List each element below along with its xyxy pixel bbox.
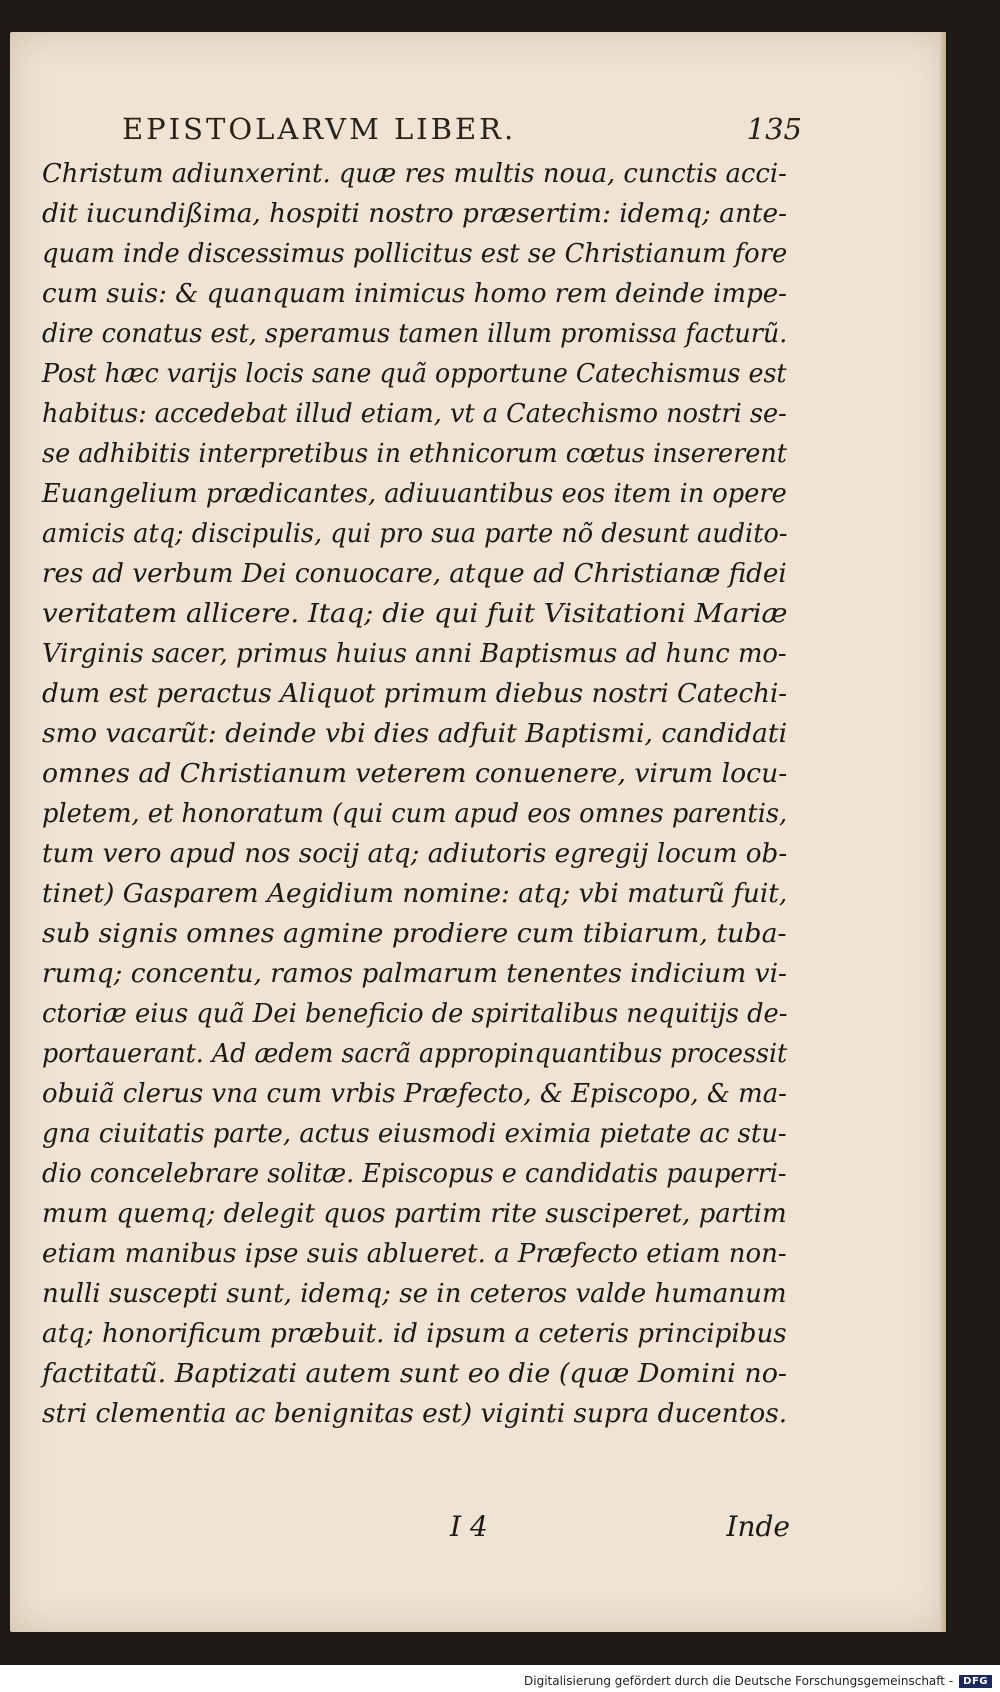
text-line: pletem, et honoratum (qui cum apud eos omnes parentis, xyxy=(42,799,788,829)
digitization-footer xyxy=(524,1674,992,1688)
dfg-logo-icon: DFG xyxy=(959,1675,992,1688)
text-line: smo vacarũt: deinde vbi dies adfuit Baptismi, candidati xyxy=(42,719,788,749)
text-line: veritatem allicere. Itaq; die qui fuit Visitationi Mariæ xyxy=(42,599,788,629)
text-line: etiam manibus ipse suis ablueret. a Præfecto etiam non- xyxy=(42,1239,787,1269)
text-line: dit iucundißima, hospiti nostro præsertim: idemq; ante- xyxy=(42,199,788,229)
text-line: tinet) Gasparem Aegidium nomine: atq; vbi maturũ fuit, xyxy=(42,879,788,909)
text-line: dum est peractus Aliquot primum diebus nostri Catechi- xyxy=(42,679,788,709)
body-text xyxy=(42,154,787,1434)
running-head xyxy=(122,112,802,146)
text-line: nulli suscepti sunt, idemq; se in ceteros valde humanum xyxy=(42,1279,787,1309)
catchword: Inde xyxy=(726,1510,790,1543)
page-edge xyxy=(940,32,946,1632)
text-line: mum quemq; delegit quos partim rite susciperet, partim xyxy=(42,1199,787,1229)
footer-credit: Digitalisierung gefördert durch die Deutsche Forschungsgemeinschaft - xyxy=(524,1674,954,1688)
text-line: amicis atq; discipulis, qui pro sua parte nõ desunt audito- xyxy=(42,519,788,549)
text-line: gna ciuitatis parte, actus eiusmodi eximia pietate ac stu- xyxy=(42,1119,787,1149)
text-line: sub signis omnes agmine prodiere cum tibiarum, tuba- xyxy=(42,919,787,949)
signature-mark: I 4 xyxy=(450,1510,488,1543)
running-head-title: EPISTOLARVM LIBER. xyxy=(122,112,517,146)
text-line: cum suis: & quanquam inimicus homo rem deinde impe- xyxy=(42,279,787,309)
text-line: omnes ad Christianum veterem conuenere, virum locu- xyxy=(42,759,788,789)
text-line: atq; honorificum præbuit. id ipsum a ceteris principibus xyxy=(42,1319,787,1349)
text-line: Euangelium prædicantes, adiuuantibus eos item in opere xyxy=(42,479,787,509)
text-line: Post hæc varijs locis sane quã opportune Catechismus est xyxy=(42,359,787,389)
page-number: 135 xyxy=(746,112,802,146)
text-line: Virginis sacer, primus huius anni Baptismus ad hunc mo- xyxy=(42,639,787,669)
text-line: res ad verbum Dei conuocare, atque ad Christianæ fidei xyxy=(42,559,787,589)
text-line: quam inde discessimus pollicitus est se Christianum fore xyxy=(42,239,788,269)
text-line: portauerant. Ad ædem sacrã appropinquantibus processit xyxy=(42,1039,788,1069)
page-foot xyxy=(450,1510,790,1543)
text-line: se adhibitis interpretibus in ethnicorum cœtus insererent xyxy=(42,439,788,469)
text-line: Christum adiunxerint. quæ res multis noua, cunctis acci- xyxy=(42,159,787,189)
text-line: factitatũ. Baptizati autem sunt eo die (quæ Domini no- xyxy=(42,1359,788,1389)
book-page xyxy=(10,32,946,1632)
text-line: ctoriæ eius quã Dei beneficio de spiritalibus nequitijs de- xyxy=(42,999,788,1029)
text-line: dio concelebrare solitæ. Episcopus e candidatis pauperri- xyxy=(42,1159,787,1189)
text-line: tum vero apud nos socij atq; adiutoris egregij locum ob- xyxy=(42,839,788,869)
text-line: obuiã clerus vna cum vrbis Præfecto, & Episcopo, & ma- xyxy=(42,1079,787,1109)
text-line: habitus: accedebat illud etiam, vt a Catechismo nostri se- xyxy=(42,399,787,429)
text-line: rumq; concentu, ramos palmarum tenentes indicium vi- xyxy=(42,959,787,989)
text-line: dire conatus est, speramus tamen illum promissa facturũ. xyxy=(42,319,788,349)
text-line: stri clementia ac benignitas est) viginti supra ducentos. xyxy=(42,1399,788,1429)
